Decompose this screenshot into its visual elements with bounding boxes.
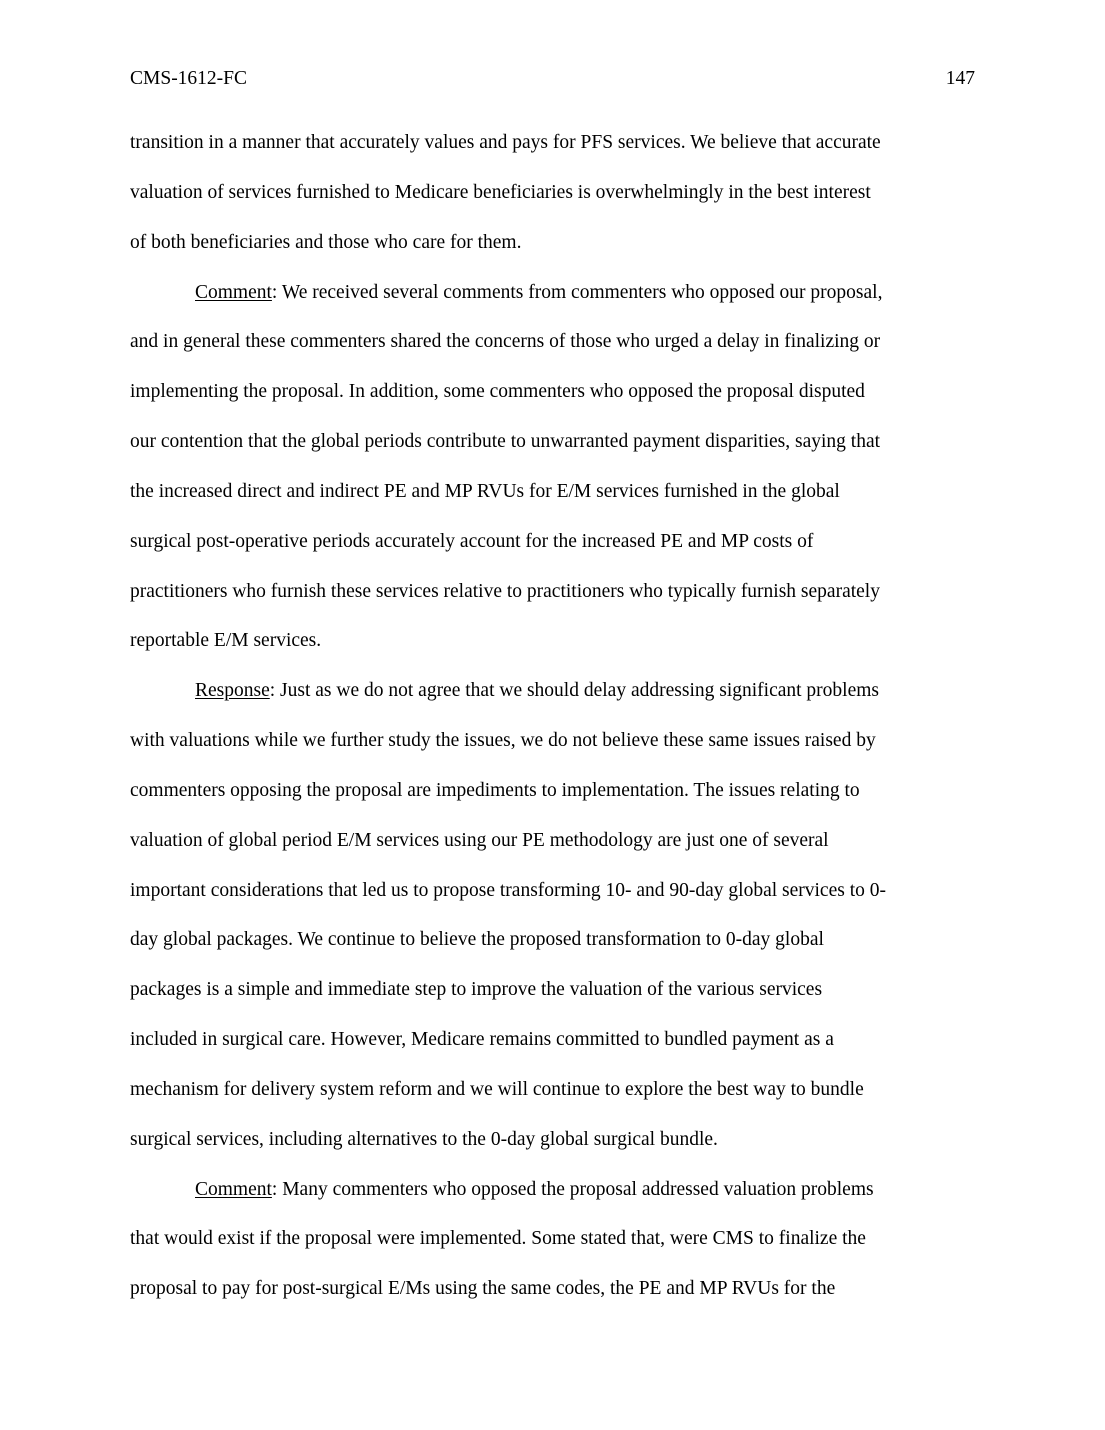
text-line <box>130 429 880 455</box>
text-line <box>130 1077 864 1103</box>
line-text: our contention that the global periods contribute to unwarranted payment disparities, saying that <box>130 431 881 452</box>
text-line <box>130 1226 866 1252</box>
document-id: CMS-1612-FC <box>130 68 248 89</box>
text-line <box>130 529 813 555</box>
line-text: and in general these commenters shared the concerns of those who urged a delay in finalizing or <box>130 331 881 352</box>
text-line <box>130 927 824 953</box>
text-line <box>130 1027 834 1053</box>
page-number: 147 <box>945 68 975 89</box>
text-line <box>130 728 876 754</box>
line-text: practitioners who furnish these services relative to practitioners who typically furnish separately <box>130 581 880 602</box>
line-text: packages is a simple and immediate step to improve the valuation of the various services <box>130 979 823 1000</box>
text-line <box>130 828 829 854</box>
line-text: surgical services, including alternatives to the 0-day global surgical bundle. <box>130 1129 718 1150</box>
line-text: : Many commenters who opposed the proposal addressed valuation problems <box>271 1179 874 1200</box>
text-line <box>130 778 860 804</box>
line-text: valuation of global period E/M services using our PE methodology are just one of several <box>130 830 829 851</box>
text-line <box>130 579 880 605</box>
paragraph-start-line <box>195 678 879 704</box>
text-line <box>130 479 840 505</box>
line-text: proposal to pay for post-surgical E/Ms using the same codes, the PE and MP RVUs for the <box>130 1278 836 1299</box>
line-text: included in surgical care. However, Medicare remains committed to bundled payment as a <box>130 1029 834 1050</box>
text-line <box>130 878 886 904</box>
line-text: surgical post-operative periods accurately account for the increased PE and MP costs of <box>130 531 814 552</box>
paragraph-start-line <box>195 280 882 306</box>
comment-label: Comment <box>195 282 272 303</box>
line-text: reportable E/M services. <box>130 630 322 651</box>
text-line <box>130 1276 835 1302</box>
line-text: that would exist if the proposal were implemented. Some stated that, were CMS to finalize the <box>130 1228 866 1249</box>
comment-label: Comment <box>195 1179 272 1200</box>
text-line <box>130 329 880 355</box>
line-text: valuation of services furnished to Medicare beneficiaries is overwhelmingly in the best interest <box>130 182 871 203</box>
text-line <box>130 1127 718 1153</box>
line-text: day global packages. We continue to believe the proposed transformation to 0-day global <box>130 929 824 950</box>
line-text: with valuations while we further study the issues, we do not believe these same issues raised by <box>130 730 876 751</box>
line-text: mechanism for delivery system reform and we will continue to explore the best way to bundle <box>130 1079 864 1100</box>
text-line <box>130 628 321 654</box>
page-header <box>130 66 975 92</box>
line-text: : We received several comments from commenters who opposed our proposal, <box>271 282 883 303</box>
line-text: implementing the proposal. In addition, some commenters who opposed the proposal disputed <box>130 381 865 402</box>
response-label: Response <box>195 680 270 701</box>
paragraph-start-line <box>195 1177 874 1203</box>
line-text: : Just as we do not agree that we should delay addressing significant problems <box>269 680 879 701</box>
text-line <box>130 130 881 156</box>
line-text: commenters opposing the proposal are impediments to implementation. The issues relating to <box>130 780 860 801</box>
text-line <box>130 379 865 405</box>
line-text: important considerations that led us to propose transforming 10- and 90-day global services to 0- <box>130 880 886 901</box>
text-line <box>130 977 822 1003</box>
line-text: the increased direct and indirect PE and MP RVUs for E/M services furnished in the global <box>130 481 840 502</box>
line-text: of both beneficiaries and those who care for them. <box>130 232 522 253</box>
text-line <box>130 230 521 256</box>
text-line <box>130 180 871 206</box>
line-text: transition in a manner that accurately values and pays for PFS services. We believe that accurate <box>130 132 881 153</box>
